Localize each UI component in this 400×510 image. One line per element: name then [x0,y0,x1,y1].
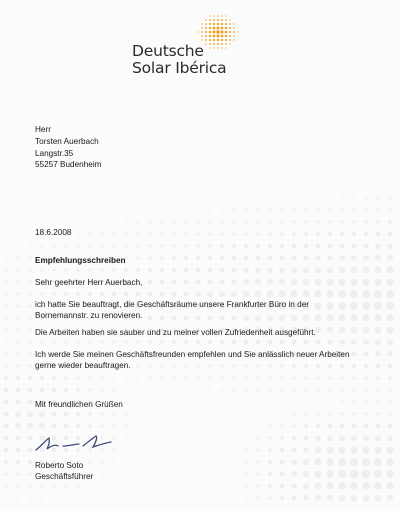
brand-line-1: Deutsche [132,42,204,60]
recipient-salutation-line: Herr [35,125,51,134]
handwritten-signature [33,430,113,456]
recipient-city: 55257 Budenheim [35,160,102,169]
paragraph-1-line-1: ich hatte Sie beauftragt, die Geschäftsräume unsere Frankfurter Büro in der [35,300,309,309]
paragraph-1-line-2: Bornemannstr. zu renovieren. [35,311,143,320]
paragraph-3-line-2: gerne wieder beauftragen. [35,361,131,370]
letter-date: 18.6.2008 [35,228,72,237]
letter-subject: Empfehlungsschreiben [35,256,126,265]
recipient-street: Langstr.35 [35,149,74,158]
paragraph-2-line-1: Die Arbeiten haben sie sauber und zu meiner vollen Zufriedenheit ausgeführt. [35,328,316,337]
letter-greeting: Sehr geehrter Herr Auerbach, [35,278,143,287]
recipient-name: Torsten Auerbach [35,137,99,146]
sender-name: Roberto Soto [35,461,84,470]
sender-title: Geschäftsführer [35,472,94,481]
paragraph-3-line-1: Ich werde Sie meinen Geschäftsfreunden empfehlen und Sie anlässlich neuer Arbeiten [35,350,350,359]
letter-closing: Mit freundlichen Grüßen [35,400,123,409]
company-logo-text [132,43,226,77]
brand-line-2: Solar Ibérica [132,59,227,77]
